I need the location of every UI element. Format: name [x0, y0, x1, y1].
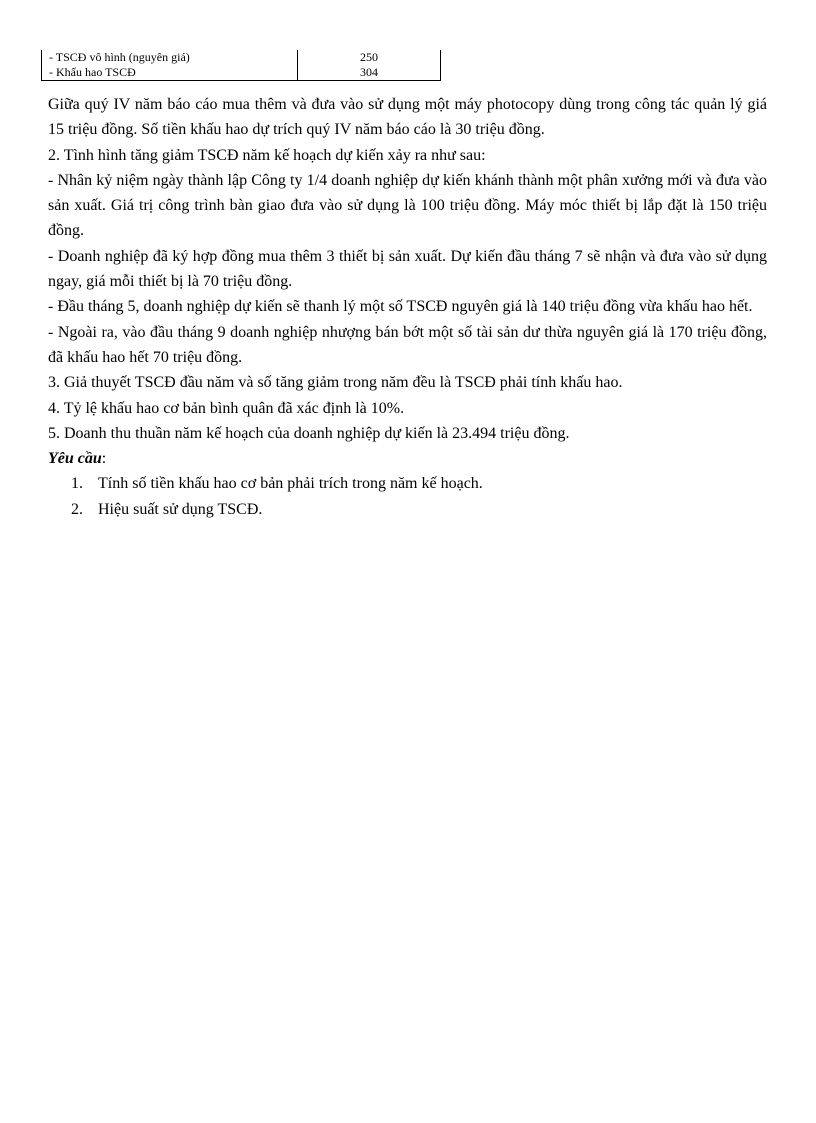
requirements-heading [48, 446, 767, 471]
paragraph: 2. Tình hình tăng giảm TSCĐ năm kế hoạch dự kiến xảy ra như sau: [48, 146, 486, 164]
table-row [42, 65, 441, 81]
list-item [48, 497, 767, 522]
paragraph: - Ngoài ra, vào đầu tháng 9 doanh nghiệp nhượng bán bớt một số tài sản dư thừa nguyên giá là 170 triệu đồng, đã khấu hao hết 70 triệu đồng. [48, 323, 767, 366]
row-label: - Khấu hao TSCĐ [42, 65, 298, 81]
paragraph: - Doanh nghiệp đã ký hợp đồng mua thêm 3 thiết bị sản xuất. Dự kiến đầu tháng 7 sẽ nhận và đưa vào sử dụng ngay, giá mỗi thiết bị là 70 triệu đồng. [48, 247, 767, 291]
paragraph: 4. Tỷ lệ khấu hao cơ bản bình quân đã xác định là 10%. [48, 399, 405, 417]
paragraph: Giữa quý IV năm báo cáo mua thêm và đưa vào sử dụng một máy photocopy dùng trong công tác quản lý giá 15 triệu đồng. Số tiền khấu hao dự trích quý IV năm báo cáo là 30 triệu đồng. [48, 96, 767, 139]
requirements-colon: : [101, 450, 107, 468]
table-row [42, 50, 441, 65]
list-text: Tính số tiền khấu hao cơ bản phải trích trong năm kế hoạch. [98, 475, 483, 493]
list-item [48, 471, 767, 496]
list-number: 2. [71, 500, 83, 518]
requirements-list [48, 471, 767, 522]
row-value: 250 [298, 50, 441, 65]
list-text: Hiệu suất sử dụng TSCĐ. [98, 500, 263, 518]
requirements-title: Yêu cầu [48, 450, 102, 468]
paragraph: 5. Doanh thu thuần năm kế hoạch của doanh nghiệp dự kiến là 23.494 triệu đồng. [48, 424, 570, 442]
asset-table [41, 50, 441, 81]
row-value: 304 [298, 65, 441, 81]
row-label: - TSCĐ vô hình (nguyên giá) [42, 50, 298, 65]
document-body [48, 92, 767, 522]
paragraph: 3. Giả thuyết TSCĐ đầu năm và số tăng giảm trong năm đều là TSCĐ phải tính khấu hao. [48, 374, 623, 392]
paragraph: - Nhân kỷ niệm ngày thành lập Công ty 1/4 doanh nghiệp dự kiến khánh thành một phân xưởng mới và đưa vào sản xuất. Giá trị công trình bàn giao đưa vào sử dụng là 100 triệu đồng. Máy móc thiết bị lắp đặt là 150 triệu đồng. [48, 171, 767, 240]
paragraph: - Đầu tháng 5, doanh nghiệp dự kiến sẽ thanh lý một số TSCĐ nguyên giá là 140 triệu đồng vừa khấu hao hết. [48, 298, 753, 316]
list-number: 1. [71, 475, 83, 493]
